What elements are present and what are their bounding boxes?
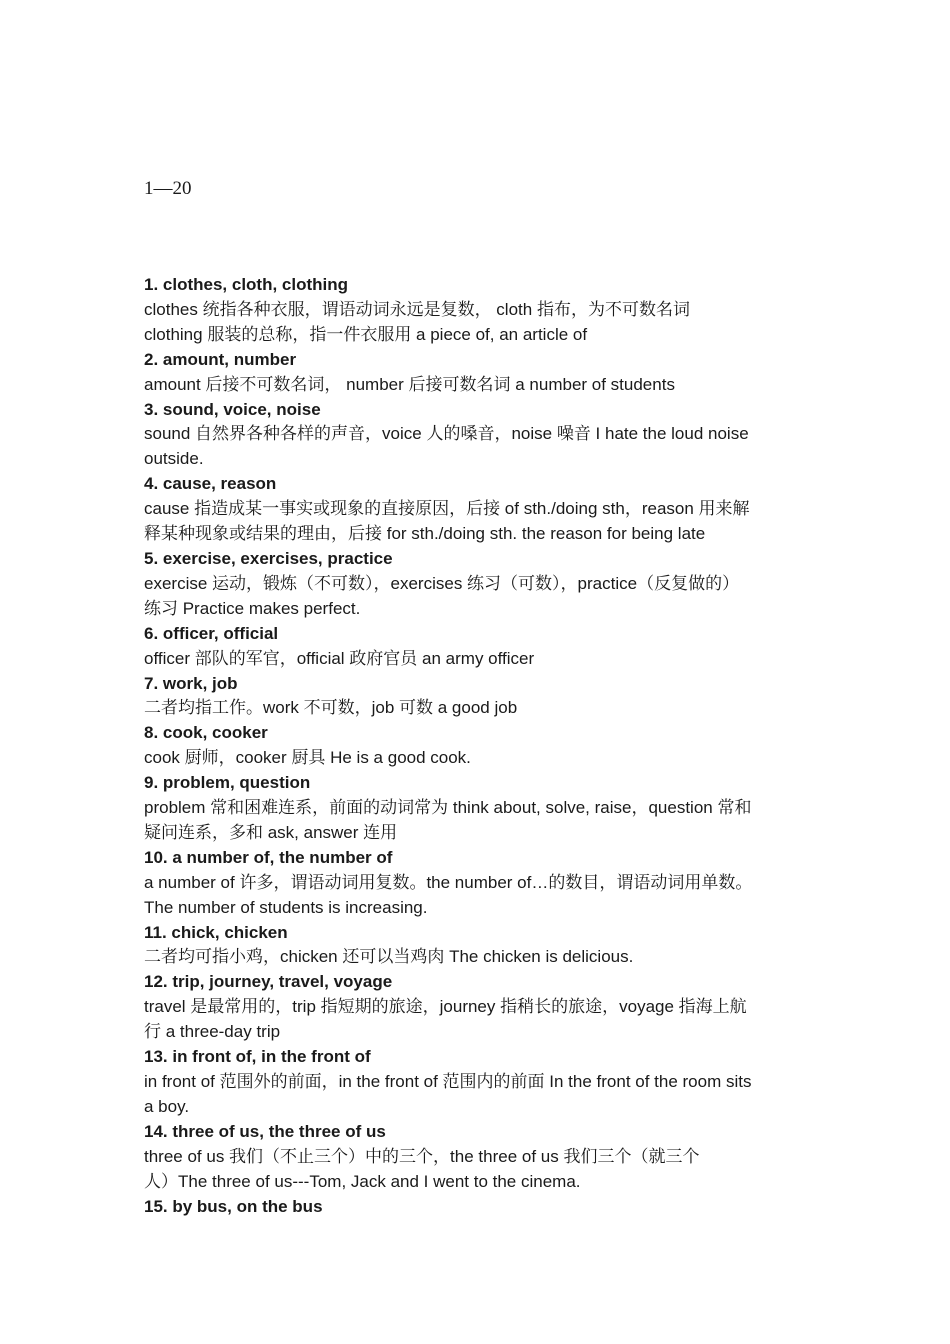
entry-title: 10. a number of, the number of [144, 847, 393, 867]
entry-title: 15. by bus, on the bus [144, 1196, 323, 1216]
entry-explanation-line: amount 后接不可数名词， number 后接可数名词 a number of students [144, 374, 675, 394]
entry-title: 9. problem, question [144, 773, 311, 793]
entry-explanation-line: problem 常和困难连系，前面的动词常为 think about, solve, raise，question 常和 [144, 798, 752, 818]
section-range-title: 1—20 [144, 178, 192, 199]
vocab-entry [144, 547, 806, 622]
entry-title: 1. clothes, cloth, clothing [144, 275, 349, 294]
vocab-entry [144, 1120, 806, 1195]
entry-title: 5. exercise, exercises, practice [144, 548, 393, 568]
entry-explanation-line: outside. [144, 449, 204, 469]
entry-title: 11. chick, chicken [144, 922, 288, 942]
vocab-entry [144, 622, 806, 672]
entry-explanation-line: clothes 统指各种衣服，谓语动词永远是复数， cloth 指布，为不可数名词 [144, 299, 690, 319]
vocab-entry [144, 970, 806, 1045]
entry-title: 7. work, job [144, 673, 238, 693]
entry-explanation-line: 行 a three-day trip [144, 1022, 281, 1042]
entry-explanation-line: three of us 我们（不止三个）中的三个，the three of us 我们三个（就三个 [144, 1146, 700, 1166]
entry-explanation-line: a number of 许多，谓语动词用复数。the number of…的数目，谓语动词用单数。 [144, 872, 753, 892]
entry-explanation-line: sound 自然界各种各样的声音，voice 人的嗓音，noise 噪音 I hate the loud noise [144, 424, 749, 444]
entry-explanation-line: clothing 服装的总称，指一件衣服用 a piece of, an article of [144, 324, 588, 344]
entry-explanation-line: travel 是最常用的，trip 指短期的旅途，journey 指稍长的旅途，voyage 指海上航 [144, 997, 747, 1017]
entry-explanation-line: 释某种现象或结果的理由，后接 for sth./doing sth. the reason for being late [144, 524, 706, 544]
entry-title: 3. sound, voice, noise [144, 399, 321, 419]
vocab-entry [144, 348, 806, 398]
vocab-entry [144, 273, 806, 348]
entry-title: 14. three of us, the three of us [144, 1121, 386, 1141]
entry-explanation-line: a boy. [144, 1096, 190, 1116]
entry-explanation-line: 疑问连系，多和 ask, answer 连用 [144, 822, 398, 842]
entry-title: 13. in front of, in the front of [144, 1047, 371, 1067]
entry-title: 6. officer, official [144, 623, 279, 643]
entry-explanation-line: 人）The three of us---Tom, Jack and I went to the cinema. [144, 1171, 581, 1191]
entry-explanation-line: 二者均指工作。work 不可数，job 可数 a good job [144, 698, 518, 718]
entry-title: 2. amount, number [144, 349, 297, 369]
vocab-entry [144, 921, 806, 971]
entry-title: 8. cook, cooker [144, 723, 268, 743]
vocab-entry [144, 472, 806, 547]
vocab-entry [144, 1045, 806, 1120]
vocab-entry [144, 721, 806, 771]
entry-explanation-line: exercise 运动，锻炼（不可数），exercises 练习（可数），practice（反复做的） [144, 573, 740, 593]
vocab-entry [144, 672, 806, 722]
entry-explanation-line: officer 部队的军官，official 政府官员 an army officer [144, 648, 535, 668]
entry-explanation-line: 练习 Practice makes perfect. [144, 598, 361, 618]
entry-explanation-line: 二者均可指小鸡，chicken 还可以当鸡肉 The chicken is delicious. [144, 947, 634, 967]
vocab-entry [144, 1195, 806, 1220]
entry-explanation-line: in front of 范围外的前面，in the front of 范围内的前面 In the front of the room sits [144, 1072, 752, 1091]
vocab-entry [144, 771, 806, 846]
vocab-entry [144, 846, 806, 921]
entry-title: 12. trip, journey, travel, voyage [144, 972, 393, 992]
entry-explanation-line: The number of students is increasing. [144, 897, 428, 917]
vocab-entry [144, 398, 806, 473]
entry-explanation-line: cause 指造成某一事实或现象的直接原因，后接 of sth./doing sth，reason 用来解 [144, 499, 750, 519]
entry-title: 4. cause, reason [144, 474, 277, 494]
entry-explanation-line: cook 厨师，cooker 厨具 He is a good cook. [144, 748, 471, 768]
entry-list [144, 273, 806, 1219]
